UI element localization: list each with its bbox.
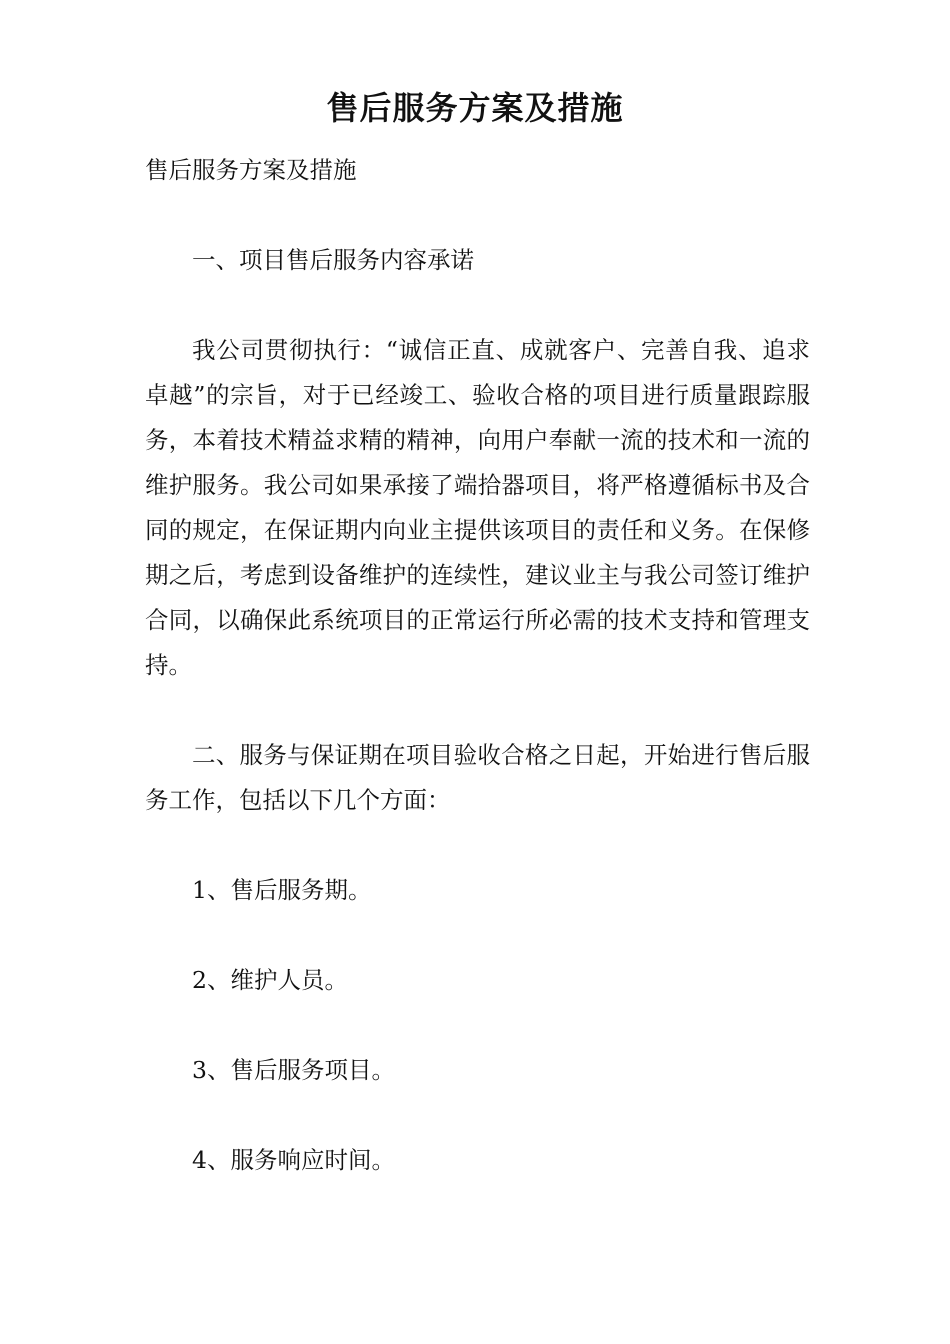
document-body bbox=[145, 148, 810, 1228]
list-item: 4、服务响应时间。 bbox=[192, 1146, 395, 1174]
section-two-paragraph: 二、服务与保证期在项目验收合格之日起，开始进行售后服务工作，包括以下几个方面： bbox=[145, 741, 810, 814]
document-subtitle: 售后服务方案及措施 bbox=[145, 156, 357, 184]
section-one-paragraph: 我公司贯彻执行：“诚信正直、成就客户、完善自我、追求卓越”的宗旨，对于已经竣工、验收合格的项目进行质量跟踪服务，本着技术精益求精的精神，向用户奉献一流的技术和一流的维护服务。我公司如果承接了端拾器项目，将严格遵循标书及合同的规定，在保证期内向业主提供该项目的责任和义务。在保修期之后，考虑到设备维护的连续性，建议业主与我公司签订维护合同，以确保此系统项目的正常运行所必需的技术支持和管理支持。 bbox=[145, 336, 810, 679]
list-item: 2、维护人员。 bbox=[192, 966, 348, 994]
list-item: 3、售后服务项目。 bbox=[192, 1056, 395, 1084]
section-one-heading: 一、项目售后服务内容承诺 bbox=[192, 246, 474, 274]
document-title: 售后服务方案及措施 bbox=[326, 89, 624, 127]
list-item: 1、售后服务期。 bbox=[192, 876, 372, 904]
